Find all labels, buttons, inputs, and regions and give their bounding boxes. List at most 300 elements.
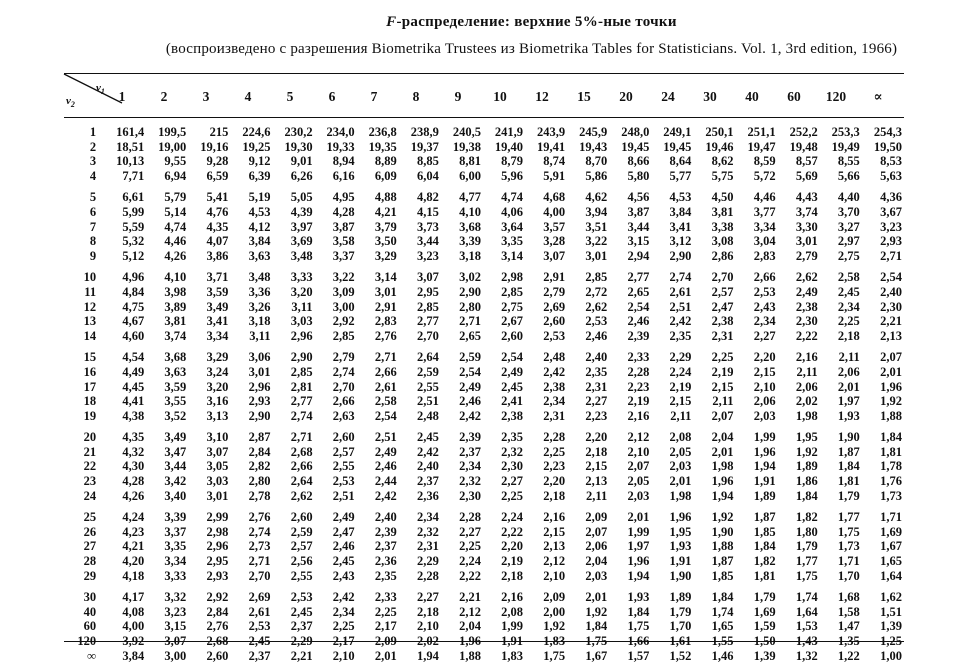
table-cell: 2,45: [248, 634, 271, 648]
table-cell: 3,68: [459, 219, 481, 234]
table-cell: 3,86: [206, 248, 229, 263]
table-cell: 2,61: [248, 604, 271, 619]
table-cell: 4,96: [122, 270, 145, 285]
table-cell: 1,83: [543, 634, 566, 648]
table-row: [64, 380, 904, 395]
table-cell: 2,49: [501, 364, 524, 379]
table-cell: 2,05: [627, 474, 650, 489]
column-header: 12: [535, 89, 549, 104]
table-cell: 1,70: [669, 619, 692, 634]
table-cell: 3,42: [164, 474, 187, 489]
table-cell: 3,50: [374, 234, 397, 249]
table-cell: 2,10: [332, 648, 355, 663]
table-cell: 2,70: [416, 328, 439, 343]
table-row: [64, 125, 904, 140]
table-cell: 19,16: [200, 139, 229, 154]
table-cell: 1,71: [880, 510, 902, 525]
table-cell: 2,01: [627, 510, 650, 525]
table-cell: 3,29: [374, 248, 397, 263]
table-cell: 2,95: [206, 554, 229, 569]
table-cell: 2,73: [248, 539, 271, 554]
table-cell: 2,55: [416, 379, 439, 394]
table-cell: 2,51: [374, 430, 397, 445]
table-cell: 2,76: [248, 510, 271, 525]
row-label: 26: [83, 524, 97, 539]
table-row: [64, 263, 904, 285]
table-cell: 3,57: [543, 219, 566, 234]
table-cell: 3,07: [416, 270, 439, 285]
table-cell: 2,48: [416, 408, 439, 423]
table-cell: 3,74: [164, 328, 187, 343]
corner-nu1-label: $\nu_1$: [96, 82, 105, 97]
table-cell: 4,07: [206, 234, 229, 249]
table-cell: 3,32: [164, 590, 187, 605]
table-cell: 3,64: [501, 219, 524, 234]
table-cell: 2,28: [416, 568, 439, 583]
table-cell: 2,15: [543, 524, 566, 539]
table-cell: 9,12: [248, 154, 271, 169]
table-cell: 241,9: [494, 125, 524, 139]
table-cell: 2,07: [627, 459, 650, 474]
table-cell: 8,79: [501, 154, 524, 169]
table-cell: 3,51: [585, 219, 608, 234]
table-cell: 3,23: [164, 604, 187, 619]
table-cell: 224,6: [242, 125, 271, 139]
table-cell: 1,75: [585, 634, 608, 648]
table-cell: 10,13: [116, 154, 145, 169]
table-cell: 2,45: [332, 554, 355, 569]
table-cell: 2,46: [627, 314, 650, 329]
table-cell: 3,47: [164, 444, 187, 459]
table-cell: 2,84: [206, 604, 229, 619]
table-cell: 2,58: [837, 270, 860, 285]
row-label: 19: [83, 408, 97, 423]
table-cell: 5,41: [206, 190, 229, 205]
table-cell: 3,39: [459, 234, 481, 249]
table-cell: 1,88: [711, 539, 734, 554]
table-cell: 2,20: [501, 539, 524, 554]
table-cell: 1,87: [837, 444, 860, 459]
table-cell: 4,50: [711, 190, 734, 205]
table-cell: 1,99: [501, 619, 524, 634]
table-cell: 243,9: [537, 125, 566, 139]
table-cell: 3,63: [248, 248, 271, 263]
row-label: 4: [89, 168, 97, 183]
table-cell: 1,92: [795, 444, 818, 459]
table-cell: 2,02: [795, 394, 818, 409]
table-cell: 2,90: [290, 350, 313, 365]
table-cell: 4,12: [248, 219, 271, 234]
table-cell: 199,5: [158, 125, 187, 139]
table-cell: 2,49: [332, 510, 355, 525]
table-cell: 2,18: [501, 568, 524, 583]
row-label: 27: [83, 539, 97, 554]
table-cell: 2,16: [795, 350, 818, 365]
table-cell: 1,75: [543, 648, 566, 663]
row-label: 8: [89, 234, 97, 249]
table-cell: 3,30: [795, 219, 818, 234]
table-cell: 2,25: [459, 539, 481, 554]
table-cell: 4,43: [795, 190, 818, 205]
table-cell: 2,13: [585, 474, 608, 489]
table-cell: 3,87: [332, 219, 355, 234]
table-cell: 3,63: [164, 364, 187, 379]
table-cell: 4,08: [122, 604, 145, 619]
column-header: 7: [370, 89, 378, 104]
table-cell: 4,88: [374, 190, 397, 205]
table-cell: 2,07: [880, 350, 902, 365]
column-header: 24: [661, 89, 675, 104]
table-cell: 2,98: [206, 524, 229, 539]
table-cell: 8,57: [795, 154, 818, 169]
table-row: [64, 474, 904, 489]
table-cell: 5,77: [669, 168, 692, 183]
table-cell: 2,19: [669, 379, 692, 394]
table-cell: 2,42: [459, 408, 481, 423]
table-cell: 2,34: [459, 459, 481, 474]
table-cell: 2,03: [753, 408, 776, 423]
table-cell: 2,20: [543, 474, 566, 489]
row-label: 25: [83, 510, 97, 525]
row-label: ∞: [87, 648, 97, 663]
table-cell: 1,96: [880, 379, 902, 394]
table-cell: 1,93: [669, 539, 692, 554]
table-cell: 1,50: [753, 634, 776, 648]
table-row: [64, 445, 904, 460]
table-cell: 1,98: [711, 459, 734, 474]
table-cell: 4,45: [122, 379, 145, 394]
table-cell: 2,45: [416, 430, 439, 445]
table-cell: 2,37: [248, 648, 271, 663]
table-cell: 1,71: [837, 554, 860, 569]
table-cell: 1,92: [585, 604, 608, 619]
table-cell: 4,67: [122, 314, 145, 329]
table-cell: 3,70: [837, 204, 860, 219]
table-cell: 1,98: [669, 488, 692, 503]
table-cell: 2,18: [543, 488, 566, 503]
table-cell: 1,83: [501, 648, 524, 663]
table-cell: 2,49: [374, 444, 397, 459]
table-row: [64, 634, 904, 649]
table-cell: 2,54: [374, 408, 397, 423]
column-header: 60: [787, 89, 801, 104]
table-cell: 2,33: [374, 590, 397, 605]
table-cell: 2,61: [669, 284, 692, 299]
table-cell: 3,67: [880, 204, 902, 219]
table-cell: 3,84: [669, 204, 692, 219]
table-cell: 2,85: [416, 299, 439, 314]
table-cell: 2,91: [374, 299, 397, 314]
table-cell: 2,40: [416, 459, 439, 474]
table-cell: 3,38: [711, 219, 734, 234]
table-cell: 5,80: [627, 168, 650, 183]
table-cell: 2,69: [248, 590, 271, 605]
table-cell: 2,82: [248, 459, 271, 474]
table-cell: 1,73: [880, 488, 902, 503]
table-cell: 1,66: [627, 634, 650, 648]
table-cell: 1,62: [880, 590, 902, 605]
table-cell: 9,28: [206, 154, 229, 169]
page-subtitle: (воспроизведено с разрешения Biometrika Trustees из Biometrika Tables for Statisticians. Vol. 1, 3rd edition, 1966): [165, 41, 898, 57]
table-cell: 2,65: [627, 284, 650, 299]
table-cell: 3,34: [164, 554, 187, 569]
table-cell: 5,12: [122, 248, 145, 263]
table-cell: 161,4: [116, 125, 145, 139]
table-cell: 5,91: [543, 168, 566, 183]
table-cell: 3,18: [459, 248, 481, 263]
table-cell: 19,33: [326, 139, 355, 154]
table-cell: 5,86: [585, 168, 608, 183]
column-header: 3: [202, 89, 210, 104]
table-cell: 4,46: [164, 234, 187, 249]
table-cell: 19,37: [410, 139, 439, 154]
table-cell: 2,39: [459, 430, 481, 445]
row-label: 2: [89, 139, 97, 154]
table-cell: 2,39: [374, 524, 397, 539]
table-cell: 2,45: [501, 379, 524, 394]
table-cell: 1,87: [753, 510, 776, 525]
table-cell: 4,00: [122, 619, 145, 634]
table-cell: 2,01: [585, 590, 608, 605]
table-cell: 5,32: [122, 234, 145, 249]
table-cell: 2,53: [585, 314, 608, 329]
table-cell: 1,67: [585, 648, 608, 663]
table-cell: 2,51: [332, 488, 355, 503]
table-cell: 1,53: [795, 619, 818, 634]
table-cell: 2,15: [585, 459, 608, 474]
table-cell: 2,60: [206, 648, 229, 663]
table-cell: 1,64: [795, 604, 818, 619]
table-cell: 6,94: [164, 168, 187, 183]
table-cell: 2,08: [501, 604, 524, 619]
table-cell: 1,79: [753, 590, 776, 605]
table-cell: 2,07: [585, 524, 608, 539]
table-cell: 2,42: [374, 488, 397, 503]
table-cell: 18,51: [116, 139, 145, 154]
table-cell: 1,69: [753, 604, 776, 619]
table-cell: 1,57: [627, 648, 650, 663]
table-cell: 1,35: [837, 634, 860, 648]
table-cell: 2,32: [459, 474, 481, 489]
table-cell: 2,60: [543, 314, 566, 329]
table-cell: 2,27: [459, 524, 481, 539]
table-cell: 2,90: [459, 284, 481, 299]
table-cell: 1,81: [880, 444, 902, 459]
table-cell: 2,38: [711, 314, 734, 329]
table-cell: 1,82: [795, 510, 818, 525]
table-cell: 2,32: [416, 524, 439, 539]
table-cell: 3,14: [501, 248, 524, 263]
table-cell: 3,35: [164, 539, 187, 554]
table-cell: 2,42: [416, 444, 439, 459]
table-cell: 1,59: [753, 619, 776, 634]
table-cell: 2,13: [880, 328, 902, 343]
table-cell: 3,87: [627, 204, 650, 219]
table-cell: 2,17: [374, 619, 397, 634]
table-cell: 4,30: [122, 459, 145, 474]
row-label: 30: [83, 590, 97, 605]
table-cell: 2,55: [290, 568, 313, 583]
table-cell: 3,44: [627, 219, 650, 234]
table-cell: 3,26: [248, 299, 271, 314]
table-cell: 3,36: [248, 284, 271, 299]
column-header: 9: [454, 89, 462, 104]
table-cell: 8,59: [753, 154, 776, 169]
table-cell: 1,99: [627, 524, 650, 539]
table-cell: 3,33: [164, 568, 187, 583]
table-cell: 1,65: [711, 619, 734, 634]
row-label: 40: [83, 604, 97, 619]
table-cell: 2,96: [248, 379, 271, 394]
table-cell: 2,22: [459, 568, 481, 583]
table-cell: 2,53: [753, 284, 776, 299]
table-cell: 1,96: [669, 510, 692, 525]
table-cell: 1,73: [837, 539, 860, 554]
table-cell: 2,90: [248, 408, 271, 423]
table-top-rule: [64, 73, 904, 74]
table-cell: 252,2: [789, 125, 818, 139]
table-cell: 2,85: [332, 328, 355, 343]
table-cell: 2,55: [332, 459, 355, 474]
table-cell: 2,69: [543, 299, 566, 314]
column-header: ∝: [873, 89, 883, 104]
table-cell: 2,35: [585, 364, 608, 379]
table-cell: 2,11: [838, 350, 860, 365]
table-cell: 3,40: [164, 488, 187, 503]
table-cell: 1,98: [795, 408, 818, 423]
table-cell: 2,31: [711, 328, 734, 343]
table-cell: 2,93: [248, 394, 271, 409]
table-cell: 3,22: [332, 270, 355, 285]
table-cell: 1,69: [880, 524, 902, 539]
table-cell: 1,85: [753, 524, 776, 539]
table-cell: 2,23: [627, 379, 650, 394]
table-cell: 3,06: [248, 350, 271, 365]
table-cell: 2,18: [837, 328, 860, 343]
table-cell: 3,97: [290, 219, 313, 234]
table-cell: 3,01: [248, 364, 271, 379]
table-cell: 2,96: [206, 539, 229, 554]
table-cell: 4,40: [837, 190, 860, 205]
table-cell: 2,90: [669, 248, 692, 263]
table-cell: 5,19: [248, 190, 271, 205]
table-cell: 3,14: [374, 270, 397, 285]
table-cell: 6,59: [206, 168, 229, 183]
table-cell: 4,68: [543, 190, 566, 205]
table-cell: 1,89: [795, 459, 818, 474]
table-cell: 2,24: [501, 510, 524, 525]
table-cell: 2,77: [416, 314, 439, 329]
table-cell: 2,01: [837, 379, 860, 394]
table-cell: 8,62: [711, 154, 734, 169]
table-cell: 3,79: [374, 219, 397, 234]
table-cell: 5,99: [122, 204, 145, 219]
table-cell: 2,18: [585, 444, 608, 459]
table-cell: 8,94: [332, 154, 355, 169]
table-cell: 1,78: [880, 459, 902, 474]
table-cell: 4,49: [122, 364, 145, 379]
table-row: [64, 459, 904, 474]
table-cell: 2,38: [795, 299, 818, 314]
table-cell: 1,88: [459, 648, 481, 663]
table-cell: 2,11: [670, 408, 692, 423]
table-cell: 2,74: [290, 408, 313, 423]
table-cell: 3,68: [164, 350, 187, 365]
table-cell: 4,18: [122, 568, 145, 583]
table-cell: 2,09: [374, 634, 397, 648]
row-label: 10: [83, 270, 97, 285]
table-cell: 2,63: [332, 408, 355, 423]
table-cell: 1,99: [753, 430, 776, 445]
table-cell: 250,1: [705, 125, 734, 139]
table-cell: 2,57: [290, 539, 313, 554]
table-cell: 8,85: [416, 154, 439, 169]
table-cell: 1,84: [627, 604, 650, 619]
table-cell: 2,19: [711, 364, 734, 379]
table-cell: 3,22: [585, 234, 608, 249]
table-cell: 2,76: [374, 328, 397, 343]
table-cell: 4,21: [122, 539, 145, 554]
table-cell: 2,21: [290, 648, 313, 663]
table-cell: 3,84: [122, 648, 145, 663]
table-cell: 8,70: [585, 154, 608, 169]
table-cell: 1,46: [711, 648, 734, 663]
table-cell: 2,54: [459, 364, 481, 379]
table-cell: 1,88: [880, 408, 902, 423]
table-cell: 1,89: [669, 590, 692, 605]
table-cell: 4,82: [416, 190, 439, 205]
row-label: 6: [89, 204, 97, 219]
table-cell: 4,53: [669, 190, 692, 205]
table-cell: 2,53: [290, 590, 313, 605]
table-cell: 2,06: [753, 394, 776, 409]
table-row: [64, 619, 904, 634]
table-cell: 2,03: [585, 568, 608, 583]
table-cell: 2,59: [459, 350, 481, 365]
table-cell: 1,90: [669, 568, 692, 583]
table-cell: 2,75: [837, 248, 860, 263]
table-cell: 2,27: [501, 474, 524, 489]
table-cell: 2,13: [543, 539, 566, 554]
table-cell: 248,0: [621, 125, 650, 139]
table-cell: 3,07: [543, 248, 566, 263]
table-cell: 4,28: [122, 474, 145, 489]
table-cell: 19,46: [705, 139, 734, 154]
table-cell: 2,95: [416, 284, 439, 299]
table-cell: 2,01: [669, 474, 692, 489]
table-cell: 19,35: [368, 139, 397, 154]
title-text: -распределение: верхние 5%-ные точки: [396, 14, 677, 30]
table-cell: 2,58: [374, 394, 397, 409]
table-cell: 2,43: [753, 299, 776, 314]
table-cell: 2,84: [248, 444, 271, 459]
table-cell: 2,78: [248, 488, 271, 503]
table-cell: 2,01: [711, 444, 734, 459]
table-cell: 8,89: [374, 154, 397, 169]
table-cell: 4,10: [459, 204, 481, 219]
row-label: 3: [89, 154, 97, 169]
table-cell: 2,91: [543, 270, 566, 285]
row-label: 120: [77, 634, 97, 648]
table-cell: 2,27: [416, 590, 439, 605]
table-cell: 2,70: [248, 568, 271, 583]
table-cell: 2,23: [585, 408, 608, 423]
table-cell: 2,25: [374, 604, 397, 619]
table-cell: 3,48: [290, 248, 313, 263]
table-cell: 2,06: [837, 364, 860, 379]
table-cell: 2,66: [332, 394, 355, 409]
table-cell: 4,56: [627, 190, 650, 205]
